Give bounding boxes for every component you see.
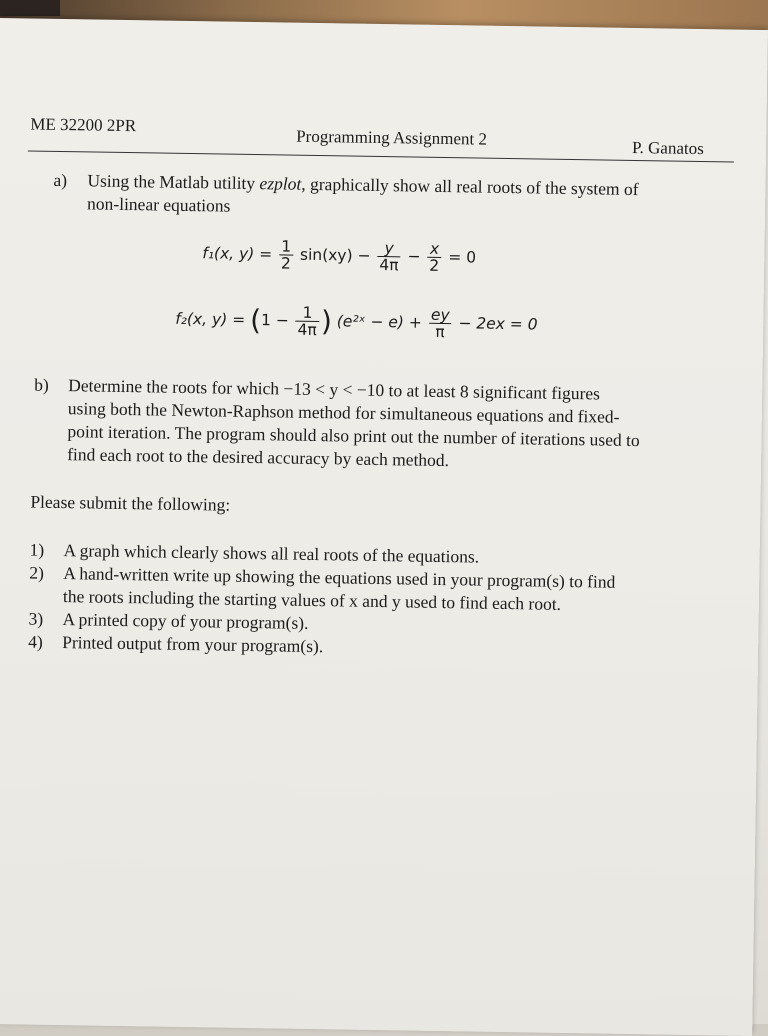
submit-heading: Please submit the following: [30,491,231,515]
equation-1-frac-2-num: y [377,240,400,257]
list-item-number: 1) [29,539,45,560]
equation-1-rhs: = 0 [448,248,477,267]
equation-1-minus: − [407,247,421,266]
equation-2-paren-close: ) [320,304,333,338]
list-item-text: A graph which clearly shows all real roots of the equations. [63,540,480,567]
equation-1-frac-3-num: x [428,241,442,258]
list-item-text: A printed copy of your program(s). [62,609,309,633]
part-a-text-line2: non-linear equations [86,193,231,216]
author-name: P. Ganatos [631,137,704,159]
equation-1-frac-3-den: 2 [429,256,440,275]
part-b-marker: b) [34,374,49,395]
equation-2-one-minus: 1 − [260,311,289,330]
document-page [0,18,768,1036]
part-b-line-4: find each root to the desired accuracy by each method. [67,444,450,471]
equation-1-frac-1-den: 2 [280,254,292,273]
equation-2 [175,303,538,342]
list-item-number: 4) [28,631,43,652]
equation-1-frac-2 [377,240,401,273]
part-a-marker: a) [53,169,68,191]
equation-1-frac-1-num: 1 [281,237,292,256]
list-item-text: Printed output from your program(s). [62,632,324,657]
equation-2-frac-2-den: π [435,322,445,342]
list-item-number: 2) [29,562,45,583]
list-item-text-line2: the roots including the starting values of x and y used to find each root. [62,586,562,614]
list-item-text: A hand-written write up showing the equations used in your program(s) to find [63,563,616,592]
equation-2-rhs: − 2ex = 0 [458,314,538,334]
equation-2-frac-2-num: ey [430,305,450,325]
equation-1-frac-1 [279,238,293,271]
part-a [53,169,714,229]
part-b [33,374,734,481]
equation-1 [202,237,476,274]
part-a-text-pre: Using the Matlab utility [87,170,260,194]
equation-1-lhs: f₁(x, y) = [202,244,273,264]
equation-2-lhs: f₂(x, y) = [175,309,246,329]
part-a-text-post: , graphically show all real roots of the system of [301,173,639,200]
part-a-utility: ezplot [259,173,302,194]
part-b-line-1: Determine the roots for which −13 < y < −10 to at least 8 significant figures [68,375,601,404]
part-b-line-3: point iteration. The program should also print out the number of iterations used to [67,421,640,451]
part-b-line-2: using both the Newton-Raphson method for simultaneous equations and fixed- [67,398,620,427]
list-item-number: 3) [28,608,44,629]
header-rule [28,150,734,162]
equation-1-frac-3 [427,241,441,274]
equation-1-term-1: sin(xy) − [299,245,371,265]
equation-2-frac-2 [429,307,452,340]
equation-2-frac-1-num: 1 [296,305,319,322]
equation-1-frac-2-den: 4π [379,255,399,275]
course-code: ME 32200 2PR [30,114,137,136]
equation-2-paren-open: ( [249,303,262,337]
equation-2-term-1: (e²ˣ − e) + [336,312,422,332]
equation-2-frac-1-den: 4π [297,320,317,340]
equation-2-frac-1 [295,305,319,338]
assignment-title: Programming Assignment 2 [296,126,488,149]
